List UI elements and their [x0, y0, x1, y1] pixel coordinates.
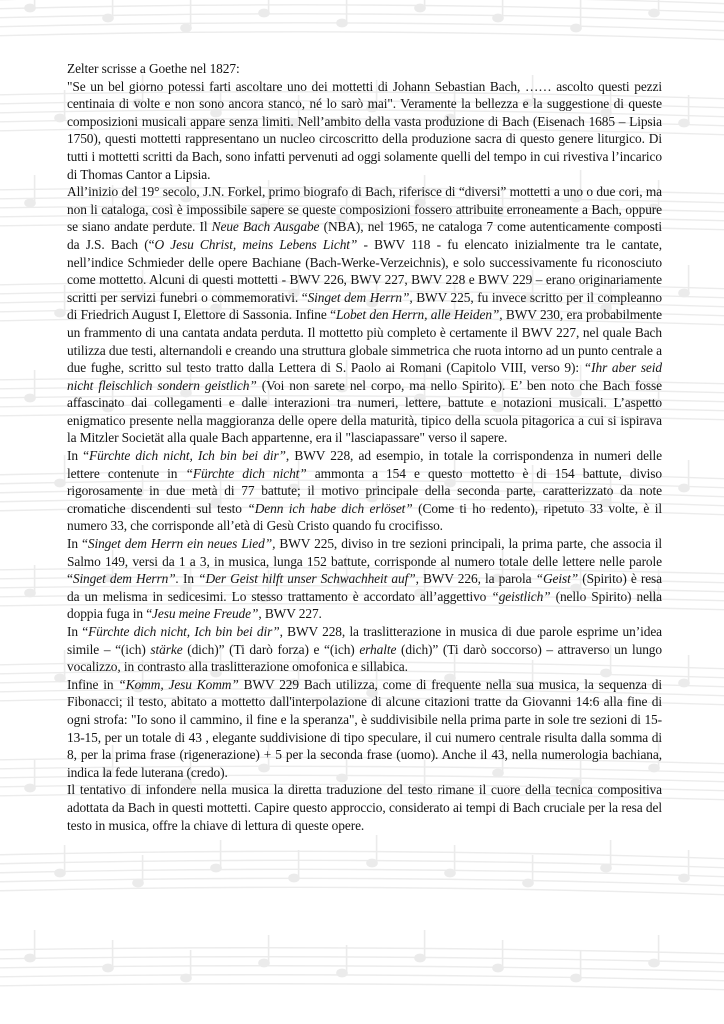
- note-head: [25, 199, 35, 206]
- italic-title-text: Jesu meine Freude”: [152, 606, 259, 622]
- staff-line: [0, 948, 724, 954]
- staff-line: [0, 23, 724, 31]
- note-head: [445, 869, 455, 876]
- staff-line: [0, 975, 724, 981]
- italic-title-text: “geistlich”: [491, 588, 551, 604]
- note-head: [289, 874, 299, 881]
- staff-line: [0, 878, 724, 886]
- note-head: [211, 864, 221, 871]
- note-head: [25, 394, 35, 401]
- staff-line: [0, 32, 724, 40]
- italic-title-text: “Der Geist hilft unser Schwachheit auf”: [198, 571, 416, 587]
- staff-line: [0, 5, 724, 13]
- paragraph: [67, 535, 662, 623]
- note-head: [55, 479, 65, 486]
- note-head: [649, 9, 659, 16]
- body-text: , BWV 226, la parola: [415, 571, 536, 587]
- body-text: (dich)” (Ti darò forza) e “(ich): [182, 641, 360, 657]
- italic-title-text: Singet dem Herrn ein neues Lied”,: [87, 536, 276, 552]
- note-head: [367, 859, 377, 866]
- body-text: In “: [67, 536, 88, 552]
- document-body: [67, 60, 662, 834]
- paragraph: [67, 183, 662, 447]
- paragraph: [67, 447, 662, 535]
- body-text: (dich)” (Ti darò soccorso) – attraverso un lungo vocalizzo, in contrasto alla traslitterazione omofonica e sillabica.: [67, 641, 663, 675]
- italic-title-text: Fürchte dich nicht, Ich bin bei dir”: [89, 448, 286, 464]
- note-head: [571, 974, 581, 981]
- note-head: [55, 674, 65, 681]
- body-text: (Come ti ho redento), ripetuto 33 volte, è il numero 33, che corrisponde all’età di Gesù Cristo quando fu crocifisso.: [67, 500, 662, 534]
- body-text: Il tentativo di infondere nella musica la diretta traduzione del testo rimane il cuore della tecnica compositiva adottata da Bach in questi mottetti. Capire questo approccio, considerato ai tempi di Bach cruciale per la resa del testo in musica, offre la chiave di lettura di queste opere.: [67, 782, 662, 833]
- body-text: , BWV 228, la traslitterazione in musica di due parole esprime un’idea simile – “(ich): [67, 624, 663, 657]
- note-head: [25, 784, 35, 791]
- note-head: [415, 4, 425, 11]
- note-head: [133, 879, 143, 886]
- note-head: [415, 954, 425, 961]
- italic-title-text: “Fürchte dich nicht”: [185, 465, 307, 481]
- note-head: [259, 9, 269, 16]
- italic-title-text: “Geist”: [535, 571, 579, 587]
- note-head: [103, 14, 113, 21]
- staff-line: [0, 869, 724, 877]
- staff-line: [0, 957, 724, 963]
- note-head: [337, 19, 347, 26]
- italic-title-text: Singet dem Herrn”,: [307, 289, 413, 305]
- note-head: [25, 954, 35, 961]
- staff-line: [0, 0, 724, 4]
- italic-title-text: Lobet den Herrn, alle Heiden”: [336, 307, 500, 323]
- note-head: [25, 589, 35, 596]
- body-text: (NBA), nel 1965, ne cataloga 7 come autenticamente composti da J.S. Bach (“: [67, 219, 663, 252]
- italic-title-text: “Komm, Jesu Komm”: [118, 676, 239, 692]
- body-text: (Spirito) è resa da un melisma in sedicesimi. Lo stesso trattamento è accordato all’aggettivo: [67, 571, 662, 604]
- italic-title-text: “Denn ich habe dich erlöset”: [247, 500, 413, 516]
- note-head: [679, 484, 689, 491]
- note-head: [181, 24, 191, 31]
- note-head: [55, 114, 65, 121]
- body-text: In: [178, 571, 199, 587]
- italic-title-text: Neue Bach Ausgabe: [211, 219, 320, 235]
- body-text: In “: [67, 624, 89, 639]
- body-text: (nello Spirito) nella doppia fuga in “: [67, 588, 662, 622]
- note-head: [679, 289, 689, 296]
- italic-title-text: “Ihr aber seid nicht fleischlich sondern geistlich”: [67, 360, 662, 393]
- note-head: [55, 869, 65, 876]
- staff-line: [0, 860, 724, 868]
- body-text: (Voi non sarete nel corpo, ma nello Spirito). E’ ben noto che Bach fosse affascinato dai collegamenti e dalle interazioni tra numeri, lettere, battute e notazioni musicali. L’aspetto enigmatico presente nella maggioranza delle opere della maturità, tipico della scuola pitagorica a cui si ispirava la Mitzler Societät alla quale Bach appartenne, era il "lasciapassare" verso il sapere.: [67, 377, 662, 446]
- body-text: , BWV 228, ad esempio, in totale la corrispondenza in numeri delle lettere contenute in: [67, 448, 662, 481]
- note-head: [259, 959, 269, 966]
- note-head: [679, 679, 689, 686]
- body-text: Infine in: [67, 676, 119, 692]
- note-head: [337, 969, 347, 976]
- italic-title-text: Fürchte dich nicht, Ich bin bei dir”: [88, 624, 280, 639]
- note-head: [679, 119, 689, 126]
- body-text: , BWV 227.: [258, 606, 322, 622]
- note-head: [25, 4, 35, 11]
- body-text: BWV 225, fu invece scritto per il compleanno di Friedrich August I, Elettore di Sassonia. Infine “: [67, 289, 662, 323]
- staff-line: [0, 984, 724, 990]
- note-head: [493, 14, 503, 21]
- note-head: [523, 879, 533, 886]
- italic-title-text: Singet dem Herrn”.: [72, 571, 179, 587]
- note-head: [55, 309, 65, 316]
- body-text: ammonta a 154 e questo mottetto è di 154 battute, diviso rigorosamente in due metà di 77 battute; il motivo principale della seconda parte, caratterizzato da note cromatiche discendenti sul testo: [67, 465, 662, 516]
- paragraph: [67, 676, 662, 782]
- paragraph: [67, 78, 662, 184]
- body-text: All’inizio del 19° secolo, J.N. Forkel, primo biografo di Bach, riferisce di “diversi” mottetti a uno o due cori, ma non li cataloga, così è impossibile sapere se queste composizioni fossero attribuite erroneamente a Bach, oppure se siano andate perdute. Il: [67, 184, 662, 235]
- note-head: [649, 959, 659, 966]
- note-head: [571, 24, 581, 31]
- note-head: [601, 864, 611, 871]
- italic-title-text: erhalte: [359, 641, 397, 657]
- note-head: [103, 964, 113, 971]
- italic-title-text: O Jesu Christ, meins Lebens Licht”: [154, 236, 358, 252]
- paragraph: [67, 623, 662, 676]
- body-text: , BWV 230, era probabilmente un frammento di una cantata andata perduta. Il mottetto più completo è certamente il BWV 227, nel quale Bach utilizza due testi, alternandoli e creando una struttura globale simmetrica che ruota intorno ad un punto centrale a due fughe, scritto sul testo tratto dalla Lettera di S. Paolo ai Romani (Capitolo VIII, verso 9):: [67, 307, 662, 376]
- note-head: [181, 974, 191, 981]
- note-head: [493, 964, 503, 971]
- paragraph: [67, 60, 662, 78]
- staff-line: [0, 851, 724, 859]
- body-text: In “: [67, 448, 89, 464]
- italic-title-text: stärke: [150, 641, 183, 657]
- note-head: [679, 874, 689, 881]
- staff-line: [0, 887, 724, 895]
- body-text: BWV 225, diviso in tre sezioni principali, la prima parte, che associa il Salmo 149, versi da 1 a 3, in musica, lunga 152 battute, corrisponde al numero totale delle lettere nelle parole “: [67, 536, 662, 587]
- paragraph: [67, 781, 662, 834]
- body-text: BWV 229 Bach utilizza, come di frequente nella sua musica, la sequenza di Fibonacci; il testo, abitato a mottetto dall'interpolazione di alcune citazioni tratte da Giovanni 14:6 alla fine di ogni strofa: "Io sono il cammino, il fine e la speranza", è suddivisibile nella prima parte in sole tre sezioni di 15-13-15, per un totale di 43 , elegante suddivisione di tipo speculare, il cui numero centrale risulta dalla somma di 8, per la prima frase (rigenerazione) + 5 per la seconda frase (uomo). Anche il 43, nella numerologia bachiana, indica la fede luterana (credo).: [67, 676, 662, 780]
- body-text: "Se un bel giorno potessi farti ascoltare uno dei mottetti di Johann Sebastian Bach, …… ascolto questi pezzi centinaia di volte e non sono ancora stanco, né lo sarò mai". Veramente la bellezza e la suggestione di queste composizioni musicali appare senza limiti. Nell’ambito della vasta produzione di Bach (Eisenach 1685 – Lipsia 1750), questi mottetti rappresentano un nucleo circoscritto della produzione sacra di questo genere liturgico. Di tutti i mottetti scritti da Bach, sono infatti pervenuti ad oggi solamente quelli del tempo in cui rivestiva l’incarico di Thomas Cantor a Lipsia.: [67, 78, 662, 182]
- body-text: Zelter scrisse a Goethe nel 1827:: [67, 61, 240, 76]
- body-text: - BWV 118 - fu elencato inizialmente tra le cantate, nell’indice Schmieder delle opere Bachiane (Bach-Werke-Verzeichnis), e solo successivamente fu riconosciuto come mottetto. Alcuni di questi mottetti - BWV 226, BWV 227, BWV 228 e BWV 229 – erano originariamente scritti per servizi funebri o commemorativi. “: [67, 236, 662, 305]
